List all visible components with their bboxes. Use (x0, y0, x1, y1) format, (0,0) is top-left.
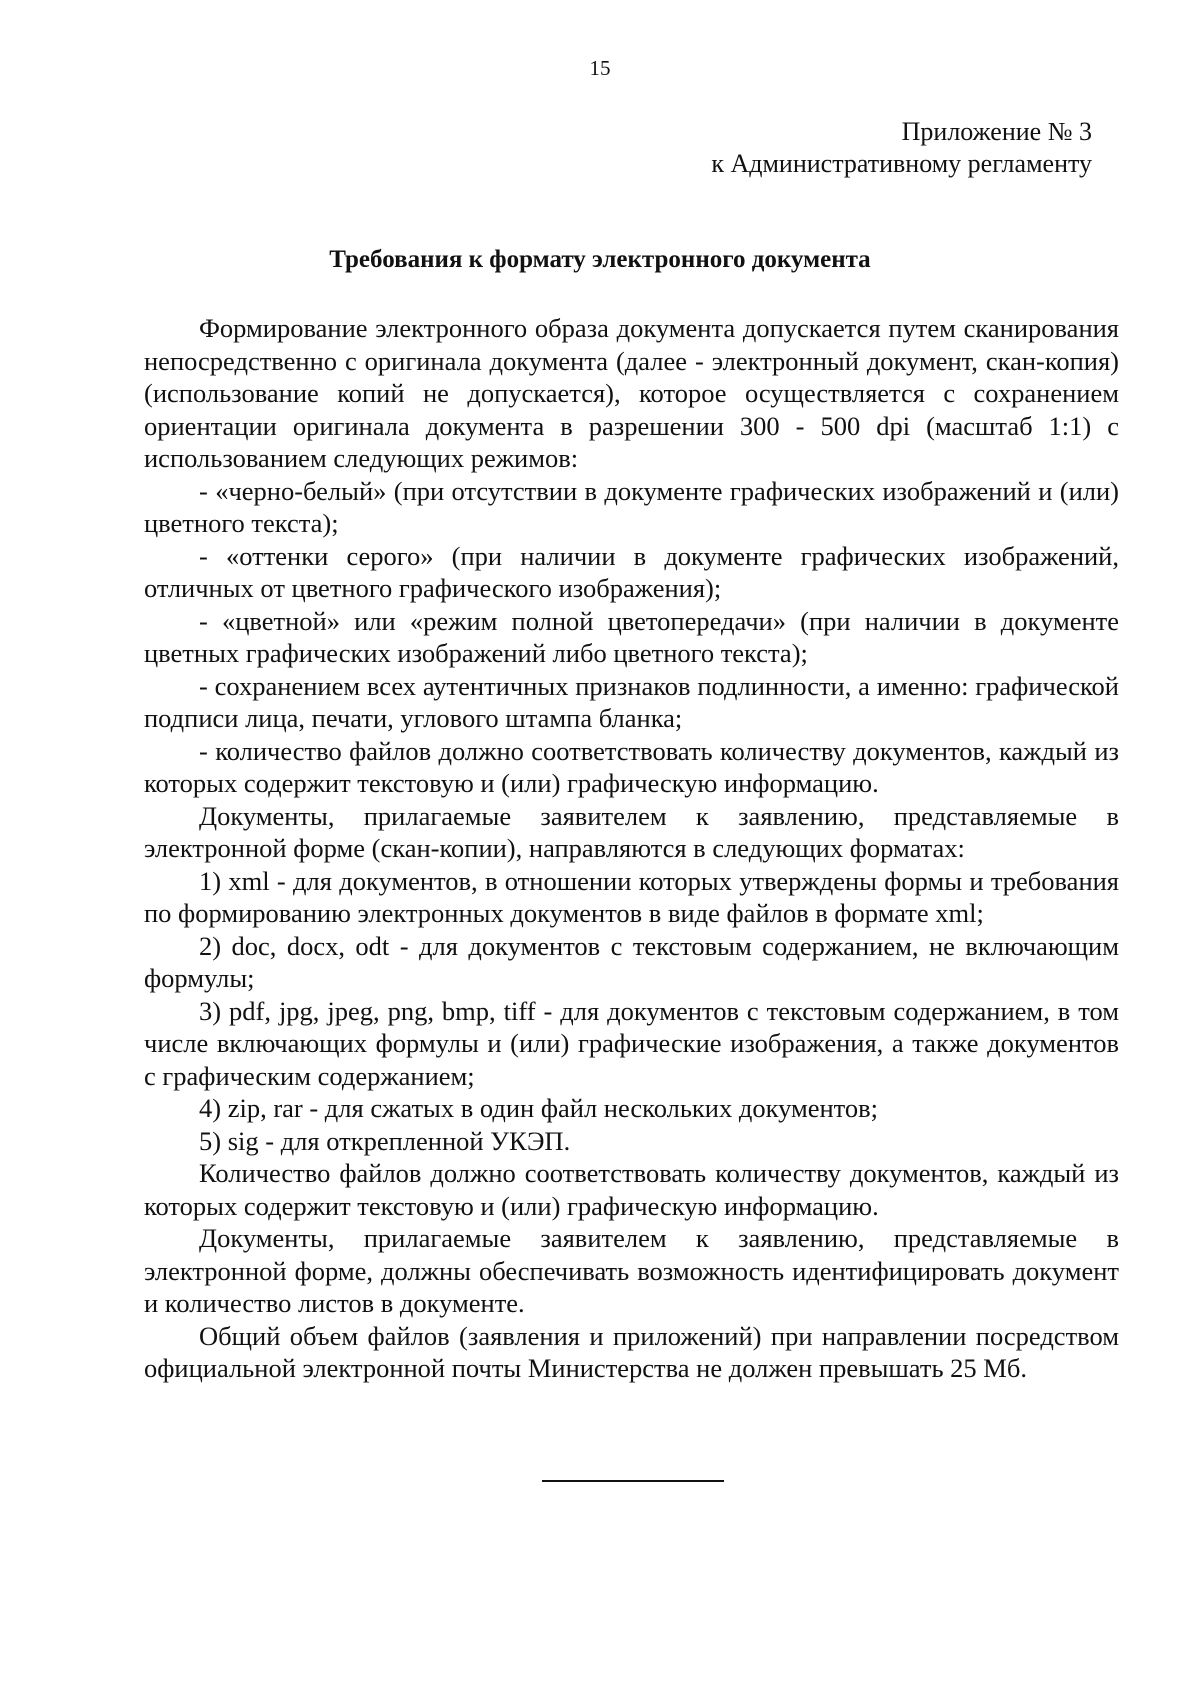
paragraph-intro: Формирование электронного образа документа допускается путем сканирования непосредственно с оригинала документа (далее - электронный документ, скан-копия) (использование копий не допускается), которое осуществляется с сохранением ориентации оригинала документа в разрешении 300 - 500 dpi (масштаб 1:1) с использованием следующих режимов: (144, 313, 1119, 473)
document-title: Требования к формату электронного документа (329, 246, 871, 273)
paragraph-identification: Документы, прилагаемые заявителем к заявлению, представляемые в электронной форме, должны обеспечивать возможность идентифицировать документ и количество листов в документе. (144, 1223, 1119, 1318)
paragraph-mode-color: - «цветной» или «режим полной цветопередачи» (при наличии в документе цветных графических изображений либо цветного текста); (144, 605, 1119, 668)
paragraph-format-doc: 2) doc, docx, odt - для документов с текстовым содержанием, не включающим формулы; (144, 930, 1119, 993)
page-number: 15 (589, 56, 611, 80)
paragraph-size-limit: Общий объем файлов (заявления и приложений) при направлении посредством официальной электронной почты Министерства не должен превышать 25 Мб. (144, 1320, 1119, 1383)
paragraph-format-sig: 5) sig - для открепленной УКЭП. (199, 1125, 571, 1156)
paragraph-format-zip: 4) zip, rar - для сжатых в один файл нескольких документов; (199, 1093, 879, 1123)
paragraph-format-xml: 1) xml - для документов, в отношении которых утверждены формы и требования по формированию электронных документов в виде файлов в формате xml; (144, 865, 1119, 928)
appendix-number: Приложение № 3 (901, 117, 1092, 146)
paragraph-file-count-2: Количество файлов должно соответствовать количеству документов, каждый из которых содержит текстовую и (или) графическую информацию. (144, 1158, 1119, 1221)
paragraph-mode-bw: - «черно-белый» (при отсутствии в документе графических изображений и (или) цветного текста); (144, 475, 1119, 538)
paragraph-file-count: - количество файлов должно соответствовать количеству документов, каждый из которых содержит текстовую и (или) графическую информацию. (144, 735, 1119, 798)
paragraph-formats-intro: Документы, прилагаемые заявителем к заявлению, представляемые в электронной форме (скан-копии), направляются в следующих форматах: (144, 800, 1119, 863)
end-divider (542, 1480, 724, 1482)
paragraph-authenticity: - сохранением всех аутентичных признаков подлинности, а именно: графической подписи лица, печати, углового штампа бланка; (144, 670, 1119, 733)
paragraph-format-pdf: 3) pdf, jpg, jpeg, png, bmp, tiff - для документов с текстовым содержанием, в том числе включающих формулы и (или) графические изображения, а также документов с графическим содержанием; (144, 995, 1119, 1091)
appendix-reference: к Административному регламенту (711, 149, 1092, 178)
document-body (144, 312, 1119, 1385)
paragraph-mode-grayscale: - «оттенки серого» (при наличии в документе графических изображений, отличных от цветного графического изображения); (144, 540, 1119, 603)
appendix-header (711, 116, 1092, 180)
